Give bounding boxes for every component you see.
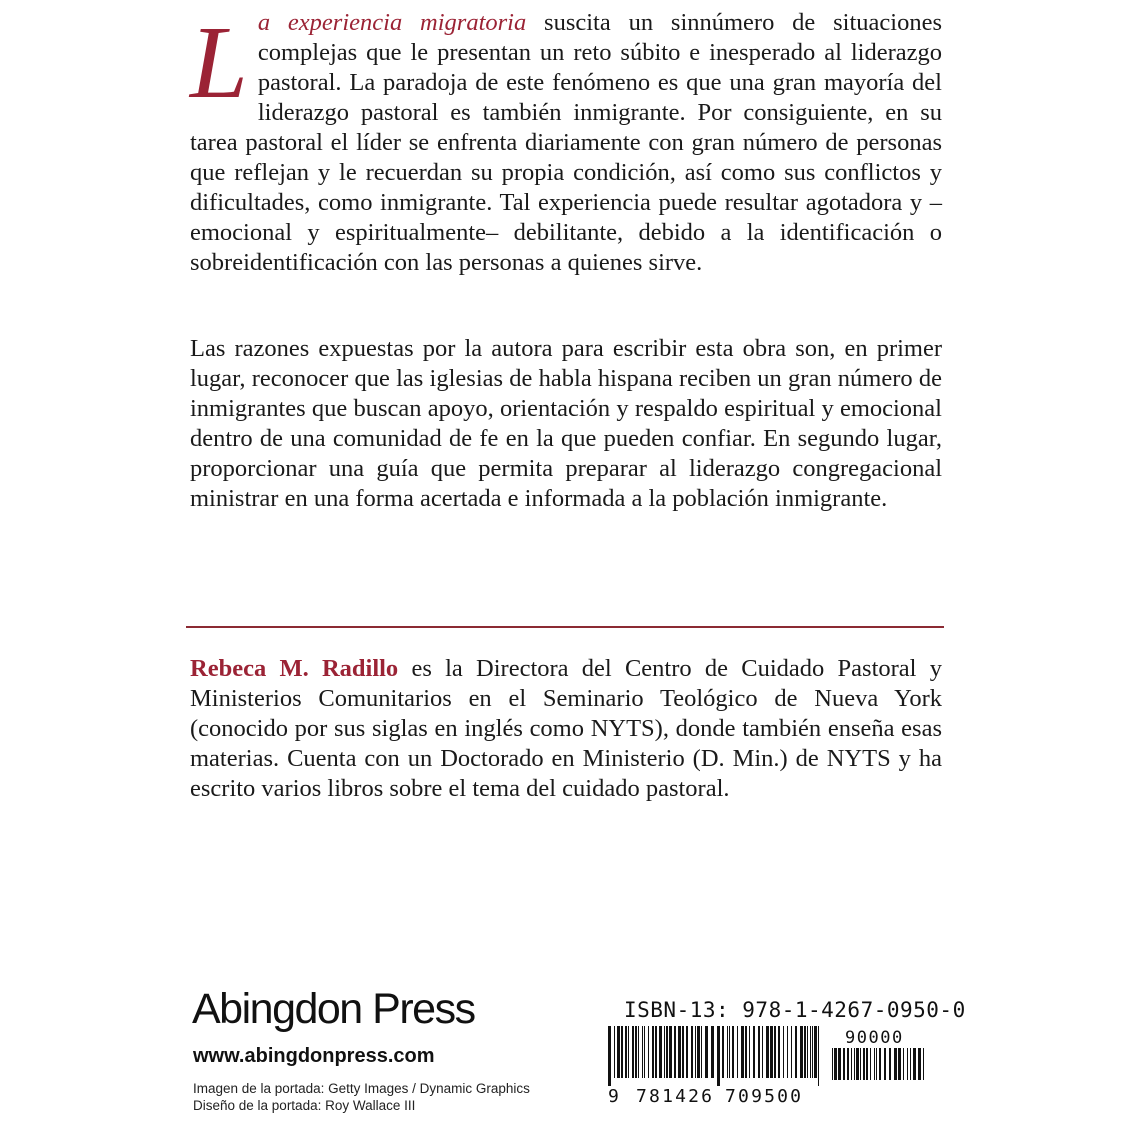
barcode-bar: [907, 1048, 908, 1080]
barcode-bar: [753, 1026, 755, 1078]
barcode-bar: [903, 1048, 904, 1080]
barcode-bar: [741, 1026, 744, 1078]
barcode-bar: [812, 1026, 813, 1078]
barcode-bar: [910, 1048, 911, 1080]
barcode-bar: [632, 1026, 634, 1078]
intro-paragraph: [190, 5, 942, 278]
barcode-bar: [791, 1026, 792, 1078]
barcode-bar: [783, 1026, 784, 1078]
barcode-bar: [625, 1026, 627, 1078]
ean-barcode: [608, 1026, 823, 1086]
barcode-bar: [889, 1048, 891, 1080]
barcode-bar: [870, 1048, 871, 1080]
barcode-bar: [648, 1026, 649, 1078]
author-bio-text: es la Directora del Centro de Cuidado Pastoral y Ministerios Comunitarios en el Seminario Teológico de Nueva York (conocido por sus siglas en inglés como NYTS), donde también enseña esas materias. Cuenta con un Doctorado en Ministerio (D. Min.) de NYTS y ha escrito varios libros sobre el tema del cuidado pastoral.: [190, 655, 942, 802]
barcode-bar: [818, 1026, 819, 1086]
barcode-bar: [832, 1048, 833, 1080]
publisher-logo: Abingdon Press: [192, 985, 475, 1033]
barcode-bar: [732, 1026, 734, 1078]
barcode-bar: [617, 1026, 620, 1078]
barcode-bar: [795, 1026, 797, 1078]
addon-barcode: [832, 1048, 932, 1088]
barcode-bar: [894, 1048, 897, 1080]
barcode-bar: [695, 1026, 696, 1078]
barcode-bar: [644, 1026, 645, 1078]
drop-cap: L: [190, 5, 248, 120]
addon-digits: 90000: [845, 1028, 904, 1048]
barcode-bar: [745, 1026, 747, 1078]
barcode-bar: [918, 1048, 921, 1080]
barcode-bar: [697, 1026, 700, 1078]
barcode-bar: [717, 1026, 720, 1086]
barcode-bar: [843, 1048, 845, 1080]
barcode-bar: [770, 1026, 773, 1078]
barcode-bar: [722, 1026, 724, 1078]
barcode-bar: [608, 1026, 611, 1086]
barcode-bar: [854, 1048, 855, 1080]
barcode-bar: [642, 1026, 643, 1078]
barcode-bar: [686, 1026, 688, 1078]
barcode-bar: [628, 1026, 629, 1078]
barcode-bar: [923, 1048, 924, 1080]
barcode-bar: [664, 1026, 665, 1078]
barcode-bar: [678, 1026, 681, 1078]
barcode-bar: [847, 1048, 849, 1080]
ean-left-digits: 781426: [636, 1086, 715, 1107]
barcode-bar: [669, 1026, 672, 1078]
barcode-bar: [758, 1026, 760, 1078]
ean-right-digits: 709500: [725, 1086, 804, 1107]
barcode-bar: [879, 1048, 881, 1080]
publisher-website: www.abingdonpress.com: [193, 1045, 435, 1067]
barcode-bar: [711, 1026, 714, 1078]
barcode-bar: [749, 1026, 750, 1078]
barcode-bar: [652, 1026, 654, 1078]
barcode-bar: [762, 1026, 763, 1078]
barcode-bar: [884, 1048, 886, 1080]
barcode-bar: [810, 1026, 811, 1078]
barcode-bar: [621, 1026, 623, 1078]
barcode-bar: [635, 1026, 637, 1078]
barcode-bar: [666, 1026, 668, 1078]
intro-lead-italic: a experiencia migratoria: [257, 9, 527, 36]
barcode-bar: [866, 1048, 868, 1080]
barcode-bar: [691, 1026, 693, 1078]
barcode-bar: [860, 1048, 861, 1080]
isbn-label: ISBN-13: 978-1-4267-0950-0: [624, 998, 966, 1022]
barcode-bar: [701, 1026, 702, 1078]
barcode-bar: [705, 1026, 708, 1078]
barcode-bar: [778, 1026, 780, 1078]
barcode-bar: [737, 1026, 738, 1078]
barcode-bar: [876, 1048, 877, 1080]
barcode-bar: [659, 1026, 662, 1078]
barcode-bar: [614, 1026, 615, 1078]
barcode-bar: [787, 1026, 788, 1078]
barcode-bar: [851, 1048, 852, 1080]
cover-design-credit: Diseño de la portada: Roy Wallace III: [193, 1098, 416, 1113]
barcode-bar: [638, 1026, 639, 1078]
barcode-bar: [834, 1048, 837, 1080]
barcode-bar: [838, 1048, 841, 1080]
barcode-bar: [898, 1048, 901, 1080]
barcode-bar: [682, 1026, 684, 1078]
barcode-bar: [814, 1026, 817, 1078]
barcode-bar: [913, 1048, 916, 1080]
section-divider: [186, 626, 944, 628]
intro-text: suscita un sinnúmero de situaciones complejas que le presentan un reto súbito e inesperado al liderazgo pastoral. La paradoja de este fenómeno es que una gran mayoría del liderazgo pastoral es también inmigrante. Por consiguiente, en su tarea pastoral el líder se enfrenta diariamente con gran número de personas que reflejan y le recuerdan su propia condición, así como sus conflictos y dificultades, como inmigrante. Tal experiencia puede resultar agotadora y –emocional y espiritualmente– debilitante, debido a la identificación o sobreidentificación con las personas a quienes sirve.: [190, 9, 942, 276]
reasons-paragraph: Las razones expuestas por la autora para escribir esta obra son, en primer lugar, reconocer que las iglesias de habla hispana reciben un gran número de inmigrantes que buscan apoyo, orientación y respaldo espiritual y emocional dentro de una comunidad de fe en la que pueden confiar. En segundo lugar, proporcionar una guía que permita preparar al liderazgo congregacional ministrar en una forma acertada e informada a la población inmigrante.: [190, 335, 942, 512]
barcode-bar: [655, 1026, 657, 1078]
barcode-bar: [863, 1048, 865, 1080]
barcode-bar: [766, 1026, 769, 1078]
author-bio: [190, 654, 942, 804]
cover-image-credit: Imagen de la portada: Getty Images / Dynamic Graphics: [193, 1081, 530, 1096]
barcode-bar: [674, 1026, 676, 1078]
barcode-bar: [804, 1026, 806, 1078]
author-name: Rebeca M. Radillo: [190, 655, 399, 682]
barcode-bar: [807, 1026, 808, 1078]
barcode-bar: [856, 1048, 859, 1080]
barcode-bar: [800, 1026, 803, 1078]
barcode-bar: [774, 1026, 776, 1078]
barcode-bar: [874, 1048, 875, 1080]
barcode-bar: [729, 1026, 730, 1078]
ean-lead-digit: 9: [608, 1086, 619, 1107]
barcode-bar: [727, 1026, 728, 1078]
